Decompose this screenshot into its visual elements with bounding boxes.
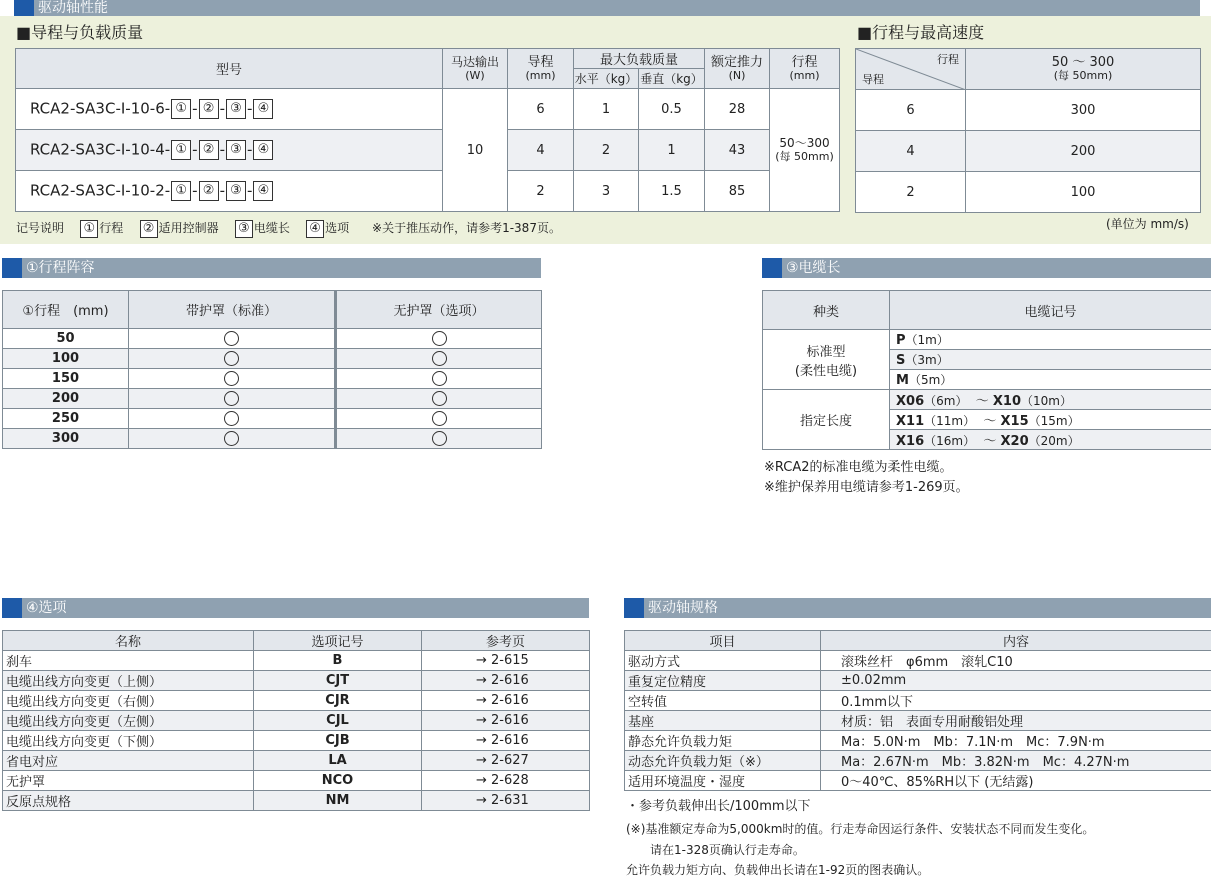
circle-mark (432, 411, 447, 426)
code-box: ① (171, 181, 191, 201)
cable-length: （6m） (924, 394, 968, 408)
col-ref-page: 参考页 (422, 631, 590, 651)
cable-code: X06 (896, 394, 925, 409)
spec-item: 静态允许负载力矩 (625, 731, 821, 751)
code-box: ④ (253, 140, 273, 160)
circle-mark (432, 351, 447, 366)
horiz-value: 3 (574, 171, 639, 212)
thrust-value: 85 (705, 171, 770, 212)
cable-length: （10m） (1021, 394, 1072, 408)
code-box: ② (199, 140, 219, 160)
code-box: ① (171, 99, 191, 119)
stroke-value: 100 (3, 349, 129, 369)
stroke-value: 50 (3, 329, 129, 349)
code-box: ② (199, 99, 219, 119)
legend-item: 适用控制器 (158, 221, 219, 235)
section-title: ③电缆长 (786, 260, 841, 276)
option-name: 刹车 (3, 651, 254, 671)
circle-mark (432, 391, 447, 406)
table-row (625, 771, 1211, 791)
table-row (3, 409, 542, 429)
col-type: 种类 (763, 291, 890, 330)
cable-code: X11 (896, 414, 925, 429)
stroke-value: 50～300 (每 50mm) (770, 89, 840, 212)
table-row (3, 369, 542, 389)
code-box: ④ (253, 99, 273, 119)
section-bar-options (2, 598, 589, 618)
spec-value: 材质：铝 表面专用耐酸铝处理 (821, 711, 1211, 731)
motor-value: 10 (443, 89, 508, 212)
table-row (3, 429, 542, 449)
col-horizontal: 水平（kg） (574, 69, 639, 89)
table-row (3, 771, 590, 791)
code-box: ① (171, 140, 191, 160)
option-name: 省电对应 (3, 751, 254, 771)
circle-mark (432, 431, 447, 446)
cable-code: S (896, 353, 906, 368)
section-bar-cable (762, 258, 1211, 278)
stroke-value: 200 (3, 389, 129, 409)
code-box: ④ (253, 181, 273, 201)
option-code: B (254, 651, 422, 671)
legend-item: 选项 (325, 221, 350, 235)
table-row (3, 731, 590, 751)
spec-item: 基座 (625, 711, 821, 731)
col-lead: 导程 (mm) (508, 49, 574, 89)
col-option-code: 选项记号 (254, 631, 422, 651)
legend-item: 行程 (99, 221, 124, 235)
col-motor: 马达输出 (W) (443, 49, 508, 89)
option-code: CJL (254, 711, 422, 731)
table-row (856, 131, 1201, 172)
col-content: 内容 (821, 631, 1211, 651)
spec-item: 空转值 (625, 691, 821, 711)
spec-item: 适用环境温度・湿度 (625, 771, 821, 791)
circle-mark (432, 331, 447, 346)
circle-mark (432, 371, 447, 386)
circle-mark (224, 371, 239, 386)
thrust-value: 28 (705, 89, 770, 130)
legend (16, 219, 561, 238)
spec-item: 重复定位精度 (625, 671, 821, 691)
bar-marker (14, 0, 34, 16)
table-row: 指定长度 X06（6m） ～ X10（10m） (763, 390, 1211, 410)
spec-value: ±0.02mm (821, 671, 1211, 691)
spec-note: 请在1-328页确认行走寿命。 (626, 843, 805, 857)
cable-note: ※RCA2的标准电缆为柔性电缆。 (764, 460, 953, 475)
cable-table (762, 290, 1211, 450)
model-cell: RCA2-SA3C-I-10-2- ① - ② - ③ - ④ (16, 171, 443, 212)
table-row (16, 89, 840, 130)
spec-value: 0.1mm以下 (821, 691, 1211, 711)
spec-note: ・参考负载伸出长/100mm以下 (626, 799, 811, 814)
table-row (625, 671, 1211, 691)
table-row (3, 691, 590, 711)
spec-item: 驱动方式 (625, 651, 821, 671)
hdr-lead: 导程 (862, 73, 884, 86)
code-box: ② (140, 220, 158, 238)
performance-table (15, 48, 840, 212)
option-code: LA (254, 751, 422, 771)
spec-value: 滚珠丝杆 φ6mm 滚轧C10 (821, 651, 1211, 671)
model-cell: RCA2-SA3C-I-10-4- ① - ② - ③ - ④ (16, 130, 443, 171)
cable-length: （1m） (905, 333, 949, 347)
col-thrust: 额定推力 (N) (705, 49, 770, 89)
circle-mark (224, 431, 239, 446)
option-code: NCO (254, 771, 422, 791)
speed-value: 100 (966, 172, 1201, 213)
table-row (3, 349, 542, 369)
option-code: NM (254, 791, 422, 811)
table-row (625, 711, 1211, 731)
table-row (3, 389, 542, 409)
table-row (625, 751, 1211, 771)
circle-mark (224, 331, 239, 346)
bar-marker (2, 258, 22, 278)
options-table (2, 630, 590, 811)
stroke-table (2, 290, 542, 449)
bar-marker (624, 598, 644, 618)
section-title: 驱动轴规格 (648, 600, 718, 616)
code-box: ③ (226, 181, 246, 201)
table-row (16, 171, 840, 212)
option-name: 无护罩 (3, 771, 254, 791)
option-name: 电缆出线方向变更（右侧） (3, 691, 254, 711)
cable-length: （20m） (1028, 434, 1080, 448)
circle-mark (224, 351, 239, 366)
legend-item: 电缆长 (253, 221, 290, 235)
cable-code: P (896, 333, 906, 348)
legend-label: 记号说明 (16, 221, 65, 235)
cable-note: ※维护保养用电缆请参考1-269页。 (764, 480, 969, 495)
spec-note: 允许负载力矩方向、负载伸出长请在1-92页的图表确认。 (626, 863, 930, 877)
col-with-cover: 带护罩（标准） (129, 291, 336, 329)
speed-table (855, 48, 1201, 213)
option-page-link[interactable]: → 2-628 (422, 771, 590, 791)
bar-marker (762, 258, 782, 278)
stroke-range: 50 ～ 300 (每 50mm) (966, 49, 1201, 90)
table-row: X11（11m） ～ X15（15m） (763, 410, 1211, 430)
speed-diag-header (856, 49, 966, 90)
option-page-link[interactable]: → 2-627 (422, 751, 590, 771)
section-title: ④选项 (26, 600, 67, 616)
table-row (763, 330, 1211, 350)
code-box: ③ (235, 220, 253, 238)
circle-mark (224, 391, 239, 406)
type-standard: 标准型 (柔性电缆) (763, 330, 890, 390)
model-cell: RCA2-SA3C-I-10-6- ① - ② - ③ - ④ (16, 89, 443, 130)
option-code: CJT (254, 671, 422, 691)
bar-marker (2, 598, 22, 618)
speed-value: 200 (966, 131, 1201, 172)
cable-length: （16m） (924, 434, 976, 448)
table-row (3, 671, 590, 691)
table-row (3, 751, 590, 771)
col-stroke: ①行程 (mm) (3, 291, 129, 329)
circle-mark (224, 411, 239, 426)
col-name: 名称 (3, 631, 254, 651)
section-bar-performance (14, 0, 1200, 16)
cable-code: X16 (896, 434, 925, 449)
hdr-stroke: 行程 (937, 53, 959, 66)
push-note: ※关于推压动作，请参考1-387页。 (372, 221, 561, 235)
lead-value: 2 (508, 171, 574, 212)
table-row (16, 130, 840, 171)
vert-value: 1.5 (639, 171, 705, 212)
table-row (3, 651, 590, 671)
horiz-value: 2 (574, 130, 639, 171)
table-row (625, 731, 1211, 751)
cable-code: X10 (992, 394, 1021, 409)
option-name: 电缆出线方向变更（左侧） (3, 711, 254, 731)
col-maxload: 最大负载质量 (574, 49, 705, 69)
stroke-value: 300 (3, 429, 129, 449)
spec-item: 动态允许负载力矩（※） (625, 751, 821, 771)
table-row (3, 329, 542, 349)
lead-value: 4 (508, 130, 574, 171)
section-bar-spec (624, 598, 1211, 618)
table-row: X16（16m） ～ X20（20m） (763, 430, 1211, 450)
vert-value: 0.5 (639, 89, 705, 130)
table-row (625, 691, 1211, 711)
thrust-value: 43 (705, 130, 770, 171)
cable-code: X20 (1000, 434, 1029, 449)
spec-note: (※)基准额定寿命为5,000km时的值。行走寿命因运行条件、安装状态不同而发生变化。 (626, 822, 1095, 836)
option-page-link[interactable]: → 2-616 (422, 731, 590, 751)
col-cable-code: 电缆记号 (890, 291, 1211, 330)
spec-value: Ma：2.67N·m Mb：3.82N·m Mc：4.27N·m (821, 751, 1211, 771)
stroke-value: 150 (3, 369, 129, 389)
table-row (856, 172, 1201, 213)
col-stroke: 行程 (mm) (770, 49, 840, 89)
cable-length: （15m） (1028, 414, 1080, 428)
lead-value: 2 (856, 172, 966, 213)
code-box: ④ (306, 220, 324, 238)
col-vertical: 垂直（kg） (639, 69, 705, 89)
cable-length: （5m） (908, 373, 953, 387)
spec-value: Ma：5.0N·m Mb：7.1N·m Mc：7.9N·m (821, 731, 1211, 751)
option-name: 电缆出线方向变更（上侧） (3, 671, 254, 691)
speed-value: 300 (966, 90, 1201, 131)
spec-table (624, 630, 1211, 791)
code-box: ③ (226, 140, 246, 160)
table-row (3, 791, 590, 811)
cable-code: X15 (1000, 414, 1029, 429)
table-row (625, 651, 1211, 671)
option-name: 反原点规格 (3, 791, 254, 811)
section-title: ①行程阵容 (26, 260, 95, 276)
section-bar-stroke (2, 258, 541, 278)
speed-unit: (单位为 mm/s) (1106, 217, 1189, 231)
lead-value: 4 (856, 131, 966, 172)
cable-code: M (896, 373, 909, 388)
code-box: ① (80, 220, 98, 238)
stroke-value: 250 (3, 409, 129, 429)
code-box: ② (199, 181, 219, 201)
lead-value: 6 (856, 90, 966, 131)
spec-value: 0～40℃、85%RH以下 (无结露) (821, 771, 1211, 791)
speed-subtitle: ■行程与最高速度 (857, 23, 985, 42)
col-model: 型号 (16, 49, 443, 89)
option-page-link[interactable]: → 2-616 (422, 691, 590, 711)
table-row (3, 711, 590, 731)
lead-value: 6 (508, 89, 574, 130)
cable-length: （11m） (924, 414, 976, 428)
option-code: CJR (254, 691, 422, 711)
section-title: 驱动轴性能 (38, 0, 108, 16)
option-name: 电缆出线方向变更（下侧） (3, 731, 254, 751)
horiz-value: 1 (574, 89, 639, 130)
vert-value: 1 (639, 130, 705, 171)
col-item: 项目 (625, 631, 821, 651)
col-no-cover: 无护罩（选项） (336, 291, 542, 329)
type-specified: 指定长度 (763, 390, 890, 450)
option-page-link[interactable]: → 2-616 (422, 711, 590, 731)
option-page-link[interactable]: → 2-616 (422, 671, 590, 691)
code-box: ③ (226, 99, 246, 119)
option-page-link[interactable]: → 2-615 (422, 651, 590, 671)
option-code: CJB (254, 731, 422, 751)
cable-length: （3m） (905, 353, 949, 367)
table-row (856, 90, 1201, 131)
option-page-link[interactable]: → 2-631 (422, 791, 590, 811)
perf-subtitle: ■导程与负载质量 (16, 23, 144, 42)
